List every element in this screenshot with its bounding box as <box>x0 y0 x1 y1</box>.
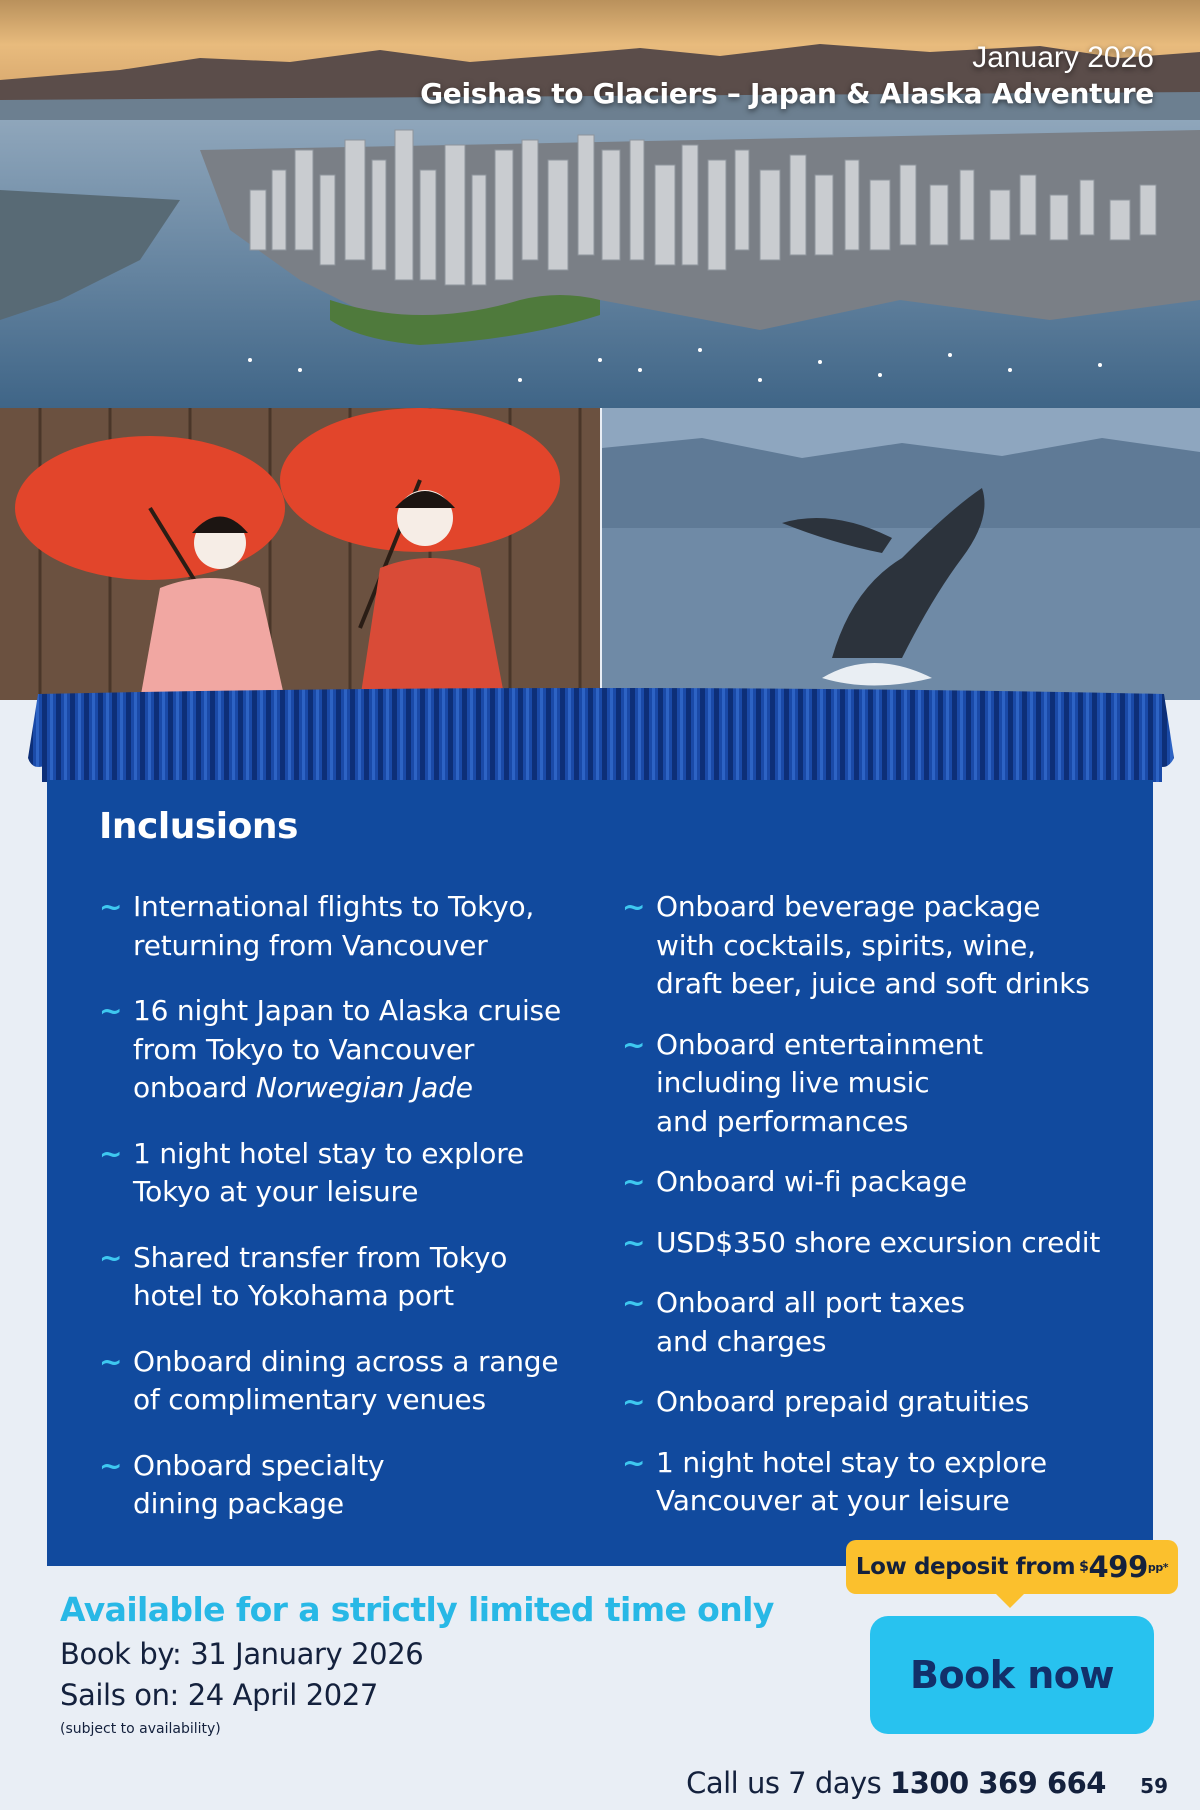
list-item <box>99 1343 599 1420</box>
geisha-photo <box>0 408 600 700</box>
book-now-button[interactable]: Book now <box>870 1616 1154 1734</box>
tilde-bullet-icon: ~ <box>622 1385 646 1418</box>
tilde-bullet-icon: ~ <box>99 1240 123 1274</box>
inclusion-text: International flights to Tokyo, returning from Vancouver <box>133 890 535 962</box>
call-prefix: Call us 7 days <box>686 1766 882 1800</box>
call-us-line <box>686 1766 1106 1800</box>
list-item <box>99 888 599 965</box>
tilde-bullet-icon: ~ <box>99 1448 123 1482</box>
list-item <box>622 1383 1132 1422</box>
low-deposit-badge <box>846 1540 1178 1594</box>
tilde-bullet-icon: ~ <box>622 1445 646 1479</box>
sails-on-date: Sails on: 24 April 2027 <box>60 1678 378 1712</box>
inclusion-text: Onboard dining across a range of complimentary venues <box>133 1344 559 1416</box>
tilde-bullet-icon: ~ <box>99 890 123 923</box>
page-number: 59 <box>1140 1774 1168 1798</box>
deposit-prefix: Low deposit from <box>855 1554 1076 1580</box>
inclusions-list-left <box>99 888 599 1524</box>
phone-number[interactable]: 1300 369 664 <box>890 1766 1106 1800</box>
deposit-currency: $ <box>1079 1559 1089 1575</box>
inclusion-text: USD$350 shore excursion credit <box>656 1225 1101 1259</box>
inclusion-text: Onboard specialty dining package <box>133 1448 385 1520</box>
inclusion-text: Onboard all port taxes and charges <box>656 1286 965 1358</box>
list-item <box>622 1163 1132 1202</box>
inclusions-title: Inclusions <box>99 806 298 847</box>
hero-heading <box>420 40 1154 112</box>
book-by-date: Book by: 31 January 2026 <box>60 1637 424 1671</box>
hero-title: Geishas to Glaciers – Japan & Alaska Adventure <box>420 77 1154 110</box>
list-item <box>99 1447 599 1524</box>
inclusion-text: 1 night hotel stay to explore Vancouver at your leisure <box>656 1445 1047 1517</box>
inclusion-text: Onboard entertainment including live music and performances <box>656 1027 983 1138</box>
curtain-fringe-decoration <box>28 688 1174 784</box>
inclusion-text: Onboard wi-fi package <box>656 1165 967 1198</box>
availability-note: (subject to availability) <box>60 1721 221 1737</box>
geisha-illustration <box>0 408 600 700</box>
list-item <box>99 1239 599 1316</box>
tilde-bullet-icon: ~ <box>99 1136 123 1170</box>
tilde-bullet-icon: ~ <box>622 1165 646 1198</box>
list-item <box>622 1444 1132 1521</box>
deposit-amount: 499 <box>1088 1550 1148 1584</box>
tilde-bullet-icon: ~ <box>622 1286 646 1319</box>
inclusion-text: Onboard prepaid gratuities <box>656 1385 1030 1418</box>
list-item <box>99 1135 599 1212</box>
hero-date: January 2026 <box>972 41 1154 74</box>
limited-time-heading: Available for a strictly limited time only <box>60 1590 774 1629</box>
tilde-bullet-icon: ~ <box>622 1027 646 1061</box>
tilde-bullet-icon: ~ <box>99 1344 123 1378</box>
inclusions-list-right <box>622 888 1132 1521</box>
hero-image-vancouver <box>0 0 1200 408</box>
tilde-bullet-icon: ~ <box>622 1225 646 1259</box>
list-item <box>622 1026 1132 1142</box>
list-item <box>622 1284 1132 1361</box>
inclusion-text: Shared transfer from Tokyo hotel to Yokohama port <box>133 1240 508 1312</box>
deposit-suffix: pp* <box>1147 1560 1169 1574</box>
list-item <box>99 992 599 1108</box>
humpback-whale-illustration <box>602 408 1200 700</box>
tilde-bullet-icon: ~ <box>99 994 123 1027</box>
tilde-bullet-icon: ~ <box>622 890 646 923</box>
ship-name: Norwegian Jade <box>256 1071 473 1104</box>
inclusion-text-main: 16 night Japan to Alaska cruise from Tokyo to Vancouver onboard <box>133 994 561 1104</box>
inclusions-panel <box>47 780 1153 1566</box>
inclusion-text <box>133 992 599 1108</box>
inclusion-text: 1 night hotel stay to explore Tokyo at your leisure <box>133 1136 524 1208</box>
inclusion-text: Onboard beverage package with cocktails, spirits, wine, draft beer, juice and soft drinks <box>656 890 1090 1000</box>
list-item <box>622 888 1132 1004</box>
whale-photo <box>602 408 1200 700</box>
list-item <box>622 1224 1132 1263</box>
